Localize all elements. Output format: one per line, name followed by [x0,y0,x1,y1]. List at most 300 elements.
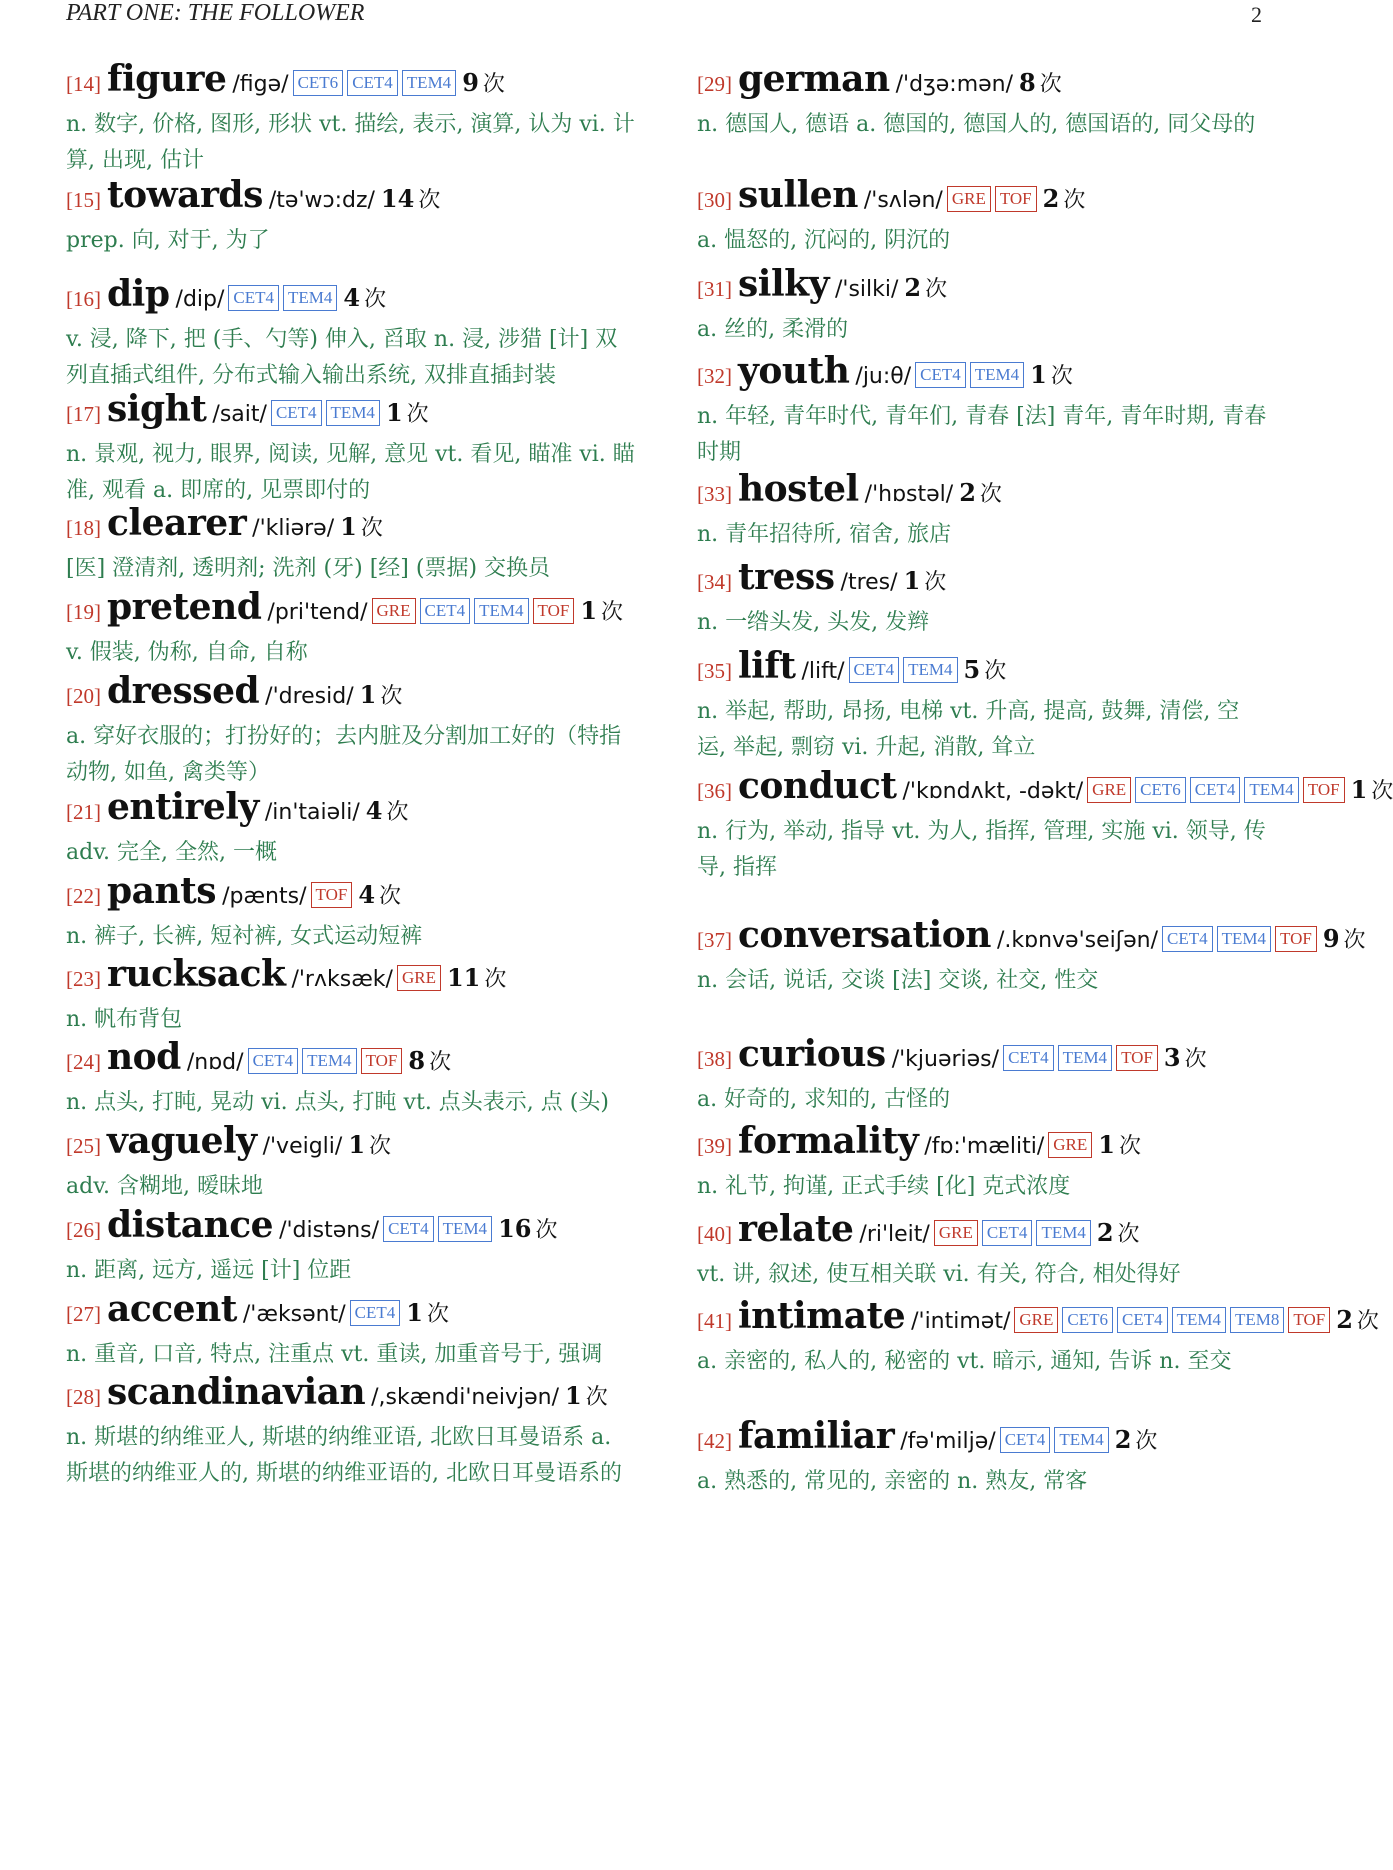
count-unit: 次 [1118,1134,1141,1159]
headword: pretend [107,586,262,628]
count-unit: 次 [601,600,624,625]
count-number: 2 [1336,1305,1353,1334]
exam-tag: CET4 [420,598,471,624]
word-entry [697,765,1393,886]
headword: youth [738,350,850,392]
entry-number: [18] [66,516,101,540]
count-unit: 次 [1184,1047,1207,1072]
occurrence-count [1115,1425,1158,1454]
phonetic: /'sʌlən/ [863,188,943,213]
headword: figure [107,58,227,100]
headword-line [66,60,636,105]
count-number: 2 [1114,1425,1132,1454]
occurrence-count [366,796,409,825]
headword-line [697,470,1267,515]
entry-number: [20] [66,684,101,708]
occurrence-count [904,273,947,302]
occurrence-count [1030,360,1073,389]
headword: lift [738,645,796,687]
headword-line [66,504,636,549]
phonetic: /'intimət/ [911,1309,1011,1334]
count-number: 1 [903,566,921,595]
phonetic: /'æksənt/ [242,1302,346,1327]
exam-tag: CET4 [915,362,966,388]
phonetic: /'veigli/ [262,1134,343,1159]
phonetic: /'distəns/ [279,1218,380,1243]
count-unit: 次 [360,516,383,541]
count-number: 1 [340,512,357,541]
headword-line [66,275,636,320]
occurrence-count [1097,1218,1140,1247]
word-entry [66,1290,636,1373]
headword-line [66,872,636,917]
headword: vaguely [107,1120,257,1162]
definition: n. 德国人, 德语 a. 德国的, 德国人的, 德国语的, 同父母的 [697,112,1256,137]
phonetic: /figə/ [232,72,289,97]
definition: n. 裤子, 长裤, 短衬裤, 女式运动短裤 [66,924,423,949]
phonetic: /pænts/ [222,884,307,909]
count-unit: 次 [1039,72,1062,97]
definition: adv. 含糊地, 暧昧地 [66,1174,263,1199]
exam-tag: TEM4 [438,1216,492,1242]
entry-number: [37] [697,928,732,952]
occurrence-count [498,1214,557,1243]
entry-number: [21] [66,800,101,824]
entry-number: [35] [697,659,732,683]
phonetic: /lift/ [801,659,845,684]
occurrence-count [1351,775,1393,804]
count-number: 1 [580,596,598,625]
count-unit: 次 [1343,928,1366,953]
headword-line [66,788,636,833]
occurrence-count [580,596,623,625]
phonetic: /tə'wɔ:dz/ [268,188,375,213]
headword-line [697,914,1366,961]
count-unit: 次 [1063,188,1086,213]
word-entry [66,60,636,179]
count-number: 2 [1096,1218,1114,1247]
phonetic: /'dresid/ [265,684,354,709]
headword: tress [738,556,835,598]
entry-number: [31] [697,277,732,301]
definition: vt. 讲, 叙述, 使互相关联 vi. 有关, 符合, 相处得好 [697,1262,1181,1287]
count-unit: 次 [482,72,505,97]
occurrence-count [1323,924,1366,953]
entry-number: [41] [697,1309,732,1333]
exam-tag: TEM4 [402,70,456,96]
occurrence-count [358,880,401,909]
definition: n. 斯堪的纳维亚人, 斯堪的纳维亚语, 北欧日耳曼语系 a. 斯堪的纳维亚人的, 斯堪的纳维亚语的, 北欧日耳曼语系的 [66,1425,622,1486]
occurrence-count [381,184,440,213]
headword: clearer [107,502,247,544]
phonetic: /'kliərə/ [252,516,335,541]
phonetic: /fɒ:'mæliti/ [924,1134,1045,1159]
exam-tag: TOF [311,882,353,908]
word-entry [697,1210,1267,1293]
count-number: 2 [1042,184,1060,213]
exam-tag: GRE [1048,1132,1092,1158]
phonetic: /ri'leit/ [859,1222,930,1247]
definition: adv. 完全, 全然, 一概 [66,840,277,865]
headword: entirely [107,786,259,828]
definition: a. 熟悉的, 常见的, 亲密的 n. 熟友, 常客 [697,1469,1088,1494]
count-unit: 次 [979,482,1002,507]
exam-tag: GRE [397,965,441,991]
headword: formality [738,1120,919,1162]
headword-line [66,672,636,717]
definition: n. 举起, 帮助, 昂扬, 电梯 vt. 升高, 提高, 鼓舞, 清偿, 空运, 举起, 剽窃 vi. 升起, 消散, 耸立 [697,699,1240,760]
headword-line [697,265,1267,310]
exam-tag: GRE [1087,777,1131,803]
count-number: 1 [1030,360,1047,389]
headword: familiar [738,1415,895,1457]
count-unit: 次 [386,800,409,825]
count-number: 4 [343,283,361,312]
exam-tag: CET4 [383,1216,434,1242]
exam-tag: TOF [533,598,575,624]
occurrence-count [959,478,1002,507]
definition: a. 愠怒的, 沉闷的, 阴沉的 [697,228,951,253]
word-entry [66,504,636,587]
phonetic: /'silki/ [834,277,899,302]
headword-line [697,1122,1267,1167]
exam-tag: GRE [372,598,416,624]
entry-number: [29] [697,72,732,96]
entry-number: [27] [66,1302,101,1326]
definition: n. 会话, 说话, 交谈 [法] 交谈, 社交, 性交 [697,968,1099,993]
count-unit: 次 [1371,779,1393,804]
headword-line [697,60,1267,105]
word-entry [66,788,636,871]
entry-number: [42] [697,1429,732,1453]
word-entry [66,955,636,1038]
count-number: 4 [358,880,376,909]
definition: prep. 向, 对于, 为了 [66,228,270,253]
definition: [医] 澄清剂, 透明剂; 洗剂 (牙) [经] (票据) 交换员 [66,556,551,581]
definition: n. 点头, 打盹, 晃动 vi. 点头, 打盹 vt. 点头表示, 点 (头) [66,1090,609,1115]
count-unit: 次 [925,277,948,302]
definition: v. 假装, 伪称, 自命, 自称 [66,640,308,665]
count-number: 9 [462,68,479,97]
page-number: 2 [1251,2,1262,27]
headword-line [697,647,1267,692]
headword: hostel [738,468,859,510]
exam-tag: TEM4 [1172,1307,1226,1333]
phonetic: /'hɒstəl/ [864,482,954,507]
word-entry [697,470,1267,553]
definition: n. 一绺头发, 头发, 发辫 [697,610,930,635]
headword-line [66,1206,636,1251]
word-entry [697,647,1267,766]
entry-number: [36] [697,779,732,803]
entry-number: [30] [697,188,732,212]
entry-number: [39] [697,1134,732,1158]
word-entry [66,1206,636,1289]
count-number: 4 [365,796,383,825]
exam-tag: GRE [1014,1307,1058,1333]
word-entry [697,558,1267,641]
definition: n. 重音, 口音, 特点, 注重点 vt. 重读, 加重音号于, 强调 [66,1342,603,1367]
entry-number: [15] [66,188,101,212]
occurrence-count [386,398,429,427]
headword-line [697,1210,1267,1255]
count-number: 8 [1019,68,1036,97]
phonetic: /fə'miljə/ [900,1429,996,1454]
entry-number: [19] [66,600,101,624]
occurrence-count [462,68,505,97]
headword: german [738,58,890,100]
word-entry [697,352,1267,471]
exam-tag: CET4 [1190,777,1241,803]
exam-tag: CET4 [1162,926,1213,952]
definition: n. 礼节, 拘谨, 正式手续 [化] 克式浓度 [697,1174,1071,1199]
exam-tag: TEM4 [1244,777,1298,803]
entry-number: [22] [66,884,101,908]
occurrence-count [1336,1305,1379,1334]
headword: conduct [738,765,897,807]
count-number: 16 [498,1214,532,1243]
word-entry [66,1373,636,1492]
entry-number: [23] [66,967,101,991]
count-number: 9 [1322,924,1340,953]
headword-line [697,765,1393,812]
headword: dip [107,273,170,315]
count-unit: 次 [535,1218,558,1243]
exam-tag: GRE [947,186,991,212]
entry-number: [40] [697,1222,732,1246]
headword-line [697,352,1267,397]
occurrence-count [1098,1130,1141,1159]
entry-number: [32] [697,364,732,388]
page-header-title: PART ONE: THE FOLLOWER [66,0,365,26]
headword: sullen [738,174,858,216]
headword-line [66,390,636,435]
word-entry [66,1038,636,1121]
exam-tag: TOF [995,186,1037,212]
headword-line [66,1373,636,1418]
occurrence-count [406,1298,449,1327]
headword: nod [107,1036,181,1078]
headword: distance [107,1204,274,1246]
count-number: 1 [348,1130,366,1159]
exam-tag: TEM4 [903,657,957,683]
occurrence-count [343,283,386,312]
exam-tag: CET4 [271,400,322,426]
headword-line [697,1035,1267,1080]
count-number: 1 [565,1381,582,1410]
exam-tag: CET4 [1000,1427,1051,1453]
exam-tag: TEM4 [1054,1427,1108,1453]
entry-number: [17] [66,402,101,426]
headword: scandinavian [107,1371,366,1413]
headword-line [66,176,636,221]
phonetic: /sait/ [212,402,267,427]
count-number: 1 [1350,775,1368,804]
count-unit: 次 [429,1050,452,1075]
exam-tag: TEM4 [1217,926,1271,952]
word-entry [697,265,1267,348]
exam-tag: CET6 [293,70,344,96]
phonetic: /dip/ [175,287,225,312]
count-unit: 次 [406,402,429,427]
word-entry [697,1417,1267,1500]
exam-tag: CET6 [1135,777,1186,803]
occurrence-count [447,963,506,992]
exam-tag: TOF [1303,777,1345,803]
count-number: 3 [1163,1043,1181,1072]
word-entry [66,390,636,509]
count-number: 8 [408,1046,426,1075]
exam-tag: CET4 [1003,1045,1054,1071]
word-entry [66,672,636,791]
headword: relate [738,1208,854,1250]
word-entry [66,588,636,671]
entry-number: [14] [66,72,101,96]
exam-tag: TEM4 [302,1048,356,1074]
exam-tag: CET4 [982,1220,1033,1246]
count-number: 1 [359,680,377,709]
entry-number: [38] [697,1047,732,1071]
headword-line [66,1122,636,1167]
exam-tag: GRE [934,1220,978,1246]
count-unit: 次 [380,684,403,709]
phonetic: /nɒd/ [186,1050,244,1075]
exam-tag: TEM4 [970,362,1024,388]
headword-line [66,955,636,1000]
entry-number: [26] [66,1218,101,1242]
headword: accent [107,1288,237,1330]
word-entry [697,1035,1267,1118]
occurrence-count [1043,184,1086,213]
count-unit: 次 [426,1302,449,1327]
headword-line [66,1038,636,1083]
definition: n. 距离, 远方, 遥远 [计] 位距 [66,1258,352,1283]
exam-tag: TEM4 [474,598,528,624]
occurrence-count [408,1046,451,1075]
word-entry [697,60,1267,143]
count-unit: 次 [379,884,402,909]
exam-tag: CET4 [1117,1307,1168,1333]
count-number: 2 [959,478,976,507]
word-entry [66,1122,636,1205]
count-unit: 次 [1135,1429,1158,1454]
definition: n. 帆布背包 [66,1007,183,1032]
entry-number: [34] [697,570,732,594]
phonetic: /'dʒə:mən/ [895,72,1014,97]
entry-number: [28] [66,1385,101,1409]
occurrence-count [1164,1043,1207,1072]
phonetic: /,skændi'neivjən/ [371,1385,560,1410]
headword: pants [107,870,217,912]
count-number: 5 [963,655,981,684]
entry-number: [24] [66,1050,101,1074]
headword-line [66,588,636,633]
definition: n. 数字, 价格, 图形, 形状 vt. 描绘, 表示, 演算, 认为 vi. 计算, 出现, 估计 [66,112,635,173]
count-unit: 次 [924,570,947,595]
headword-line [66,1290,636,1335]
headword-line [697,176,1267,221]
phonetic: /in'taiəli/ [264,800,360,825]
definition: a. 好奇的, 求知的, 古怪的 [697,1087,951,1112]
exam-tag: CET4 [248,1048,299,1074]
count-unit: 次 [984,659,1007,684]
definition: a. 丝的, 柔滑的 [697,317,849,342]
exam-tag: TEM4 [1058,1045,1112,1071]
count-unit: 次 [369,1134,392,1159]
exam-tag: CET4 [228,285,279,311]
headword: curious [738,1033,886,1075]
exam-tag: TOF [1288,1307,1330,1333]
count-number: 1 [385,398,403,427]
phonetic: /pri'tend/ [267,600,368,625]
headword: silky [738,263,829,305]
word-entry [697,1295,1379,1380]
count-number: 14 [380,184,415,213]
exam-tag: CET6 [1062,1307,1113,1333]
headword: rucksack [107,953,286,995]
definition: n. 景观, 视力, 眼界, 阅读, 见解, 意见 vt. 看见, 瞄准 vi. 瞄准, 观看 a. 即席的, 见票即付的 [66,442,635,503]
count-unit: 次 [364,287,387,312]
count-unit: 次 [418,188,441,213]
definition: n. 青年招待所, 宿舍, 旅店 [697,522,952,547]
count-unit: 次 [1117,1222,1140,1247]
definition: v. 浸, 降下, 把 (手、勺等) 伸入, 舀取 n. 浸, 涉猎 [计] 双列直插式组件, 分布式输入输出系统, 双排直插封装 [66,327,618,388]
occurrence-count [360,680,403,709]
count-number: 1 [406,1298,423,1327]
exam-tag: TEM4 [1036,1220,1090,1246]
count-number: 11 [446,963,481,992]
headword: conversation [738,914,991,956]
definition: n. 行为, 举动, 指导 vt. 为人, 指挥, 管理, 实施 vi. 领导, 传导, 指挥 [697,819,1266,880]
exam-tag: TEM4 [283,285,337,311]
occurrence-count [340,512,383,541]
headword: intimate [738,1295,906,1337]
occurrence-count [1019,68,1062,97]
phonetic: /'kjuəriəs/ [891,1047,1000,1072]
headword: dressed [107,670,260,712]
occurrence-count [964,655,1007,684]
phonetic: /tres/ [840,570,898,595]
occurrence-count [348,1130,391,1159]
count-number: 2 [904,273,922,302]
entry-number: [25] [66,1134,101,1158]
headword-line [697,1295,1379,1342]
definition: a. 亲密的, 私人的, 秘密的 vt. 暗示, 通知, 告诉 n. 至交 [697,1349,1232,1374]
headword: towards [107,174,263,216]
occurrence-count [904,566,947,595]
word-entry [697,176,1267,259]
word-entry [66,275,636,394]
count-unit: 次 [1050,364,1073,389]
count-unit: 次 [585,1385,608,1410]
count-number: 1 [1098,1130,1115,1159]
headword: sight [107,388,207,430]
occurrence-count [565,1381,608,1410]
headword-line [697,558,1267,603]
word-entry [697,914,1366,999]
phonetic: /.kɒnvə'seiʃən/ [996,928,1159,953]
entry-number: [16] [66,287,101,311]
word-entry [66,176,636,259]
definition: n. 年轻, 青年时代, 青年们, 青春 [法] 青年, 青年时期, 青春时期 [697,404,1267,465]
exam-tag: CET4 [347,70,398,96]
phonetic: /'kɒndʌkt, -dəkt/ [902,779,1084,804]
headword-line [697,1417,1267,1462]
entry-number: [33] [697,482,732,506]
exam-tag: TOF [361,1048,403,1074]
exam-tag: CET4 [849,657,900,683]
phonetic: /ju:θ/ [855,364,912,389]
